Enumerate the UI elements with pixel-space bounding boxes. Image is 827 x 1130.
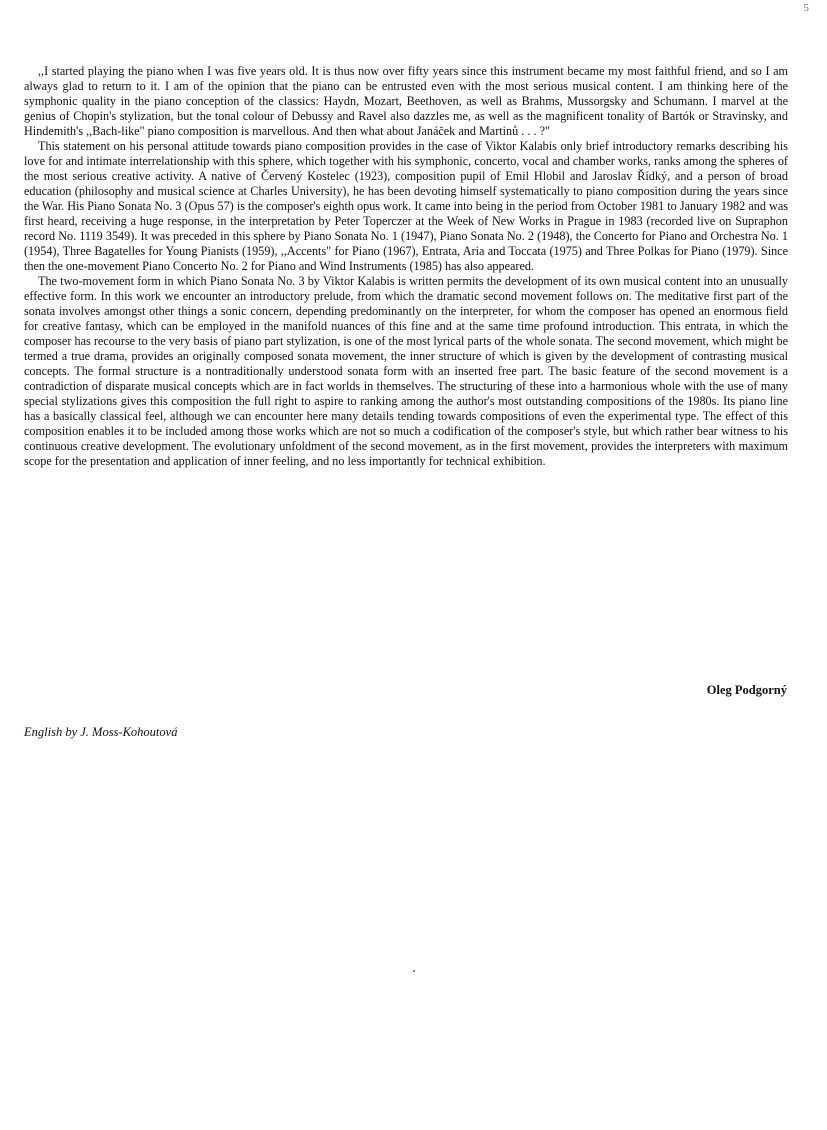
paragraph-sonata-analysis: The two-movement form in which Piano Sonata No. 3 by Viktor Kalabis is written permits the development of its own musical content into an unusually effective form. In this work we encounter an introductory prelude, from which the dramatic second movement follows on. The meditative first part of the sonata involves amongst other things a sonic concern, depending predominantly on the interpreter, for whom the composer has opened an enormous field for creative fantasy, which can be employed in the manifold nuances of this fine and at the same time profound introduction. This entrata, in which the composer has recourse to the very basis of piano part stylization, is one of the most lyrical parts of the whole sonata. The second movement, which might be termed a true drama, provides an originally composed sonata movement, the inner structure of which is given by the development of contrasting musical concepts. The formal structure is a nontraditionally understood sonata form with an inserted free part. The basic feature of the second movement is a contradiction of disparate musical concepts which are in fact worlds in themselves. The structuring of these into a harmonious whole with the use of many special stylizations gives this composition the full right to aspire to ranking among the author's most outstanding compositions of the 1980s. Its piano line has a basically classical feel, although we can encounter here many details tending towards compositions of even the experimental type. The effect of this composition enables it to be included among those works which are not so much a codification of the composer's style, but which rather bear witness to his continuous creative development. The evolutionary unfoldment of the second movement, as in the first movement, provides the interpreters with maximum scope for the presentation and application of inner feeling, and no less importantly for technical exhibition. (24, 274, 788, 468)
paragraph-biography: This statement on his personal attitude towards piano composition provides in the case of Viktor Kalabis only brief introductory remarks describing his love for and intimate interrelationship with this sphere, which together with his symphonic, concerto, vocal and chamber works, ranks among the spheres of the most serious creative activity. A native of Červený Kostelec (1923), composition pupil of Emil Hlobil and Jaroslav Řídký, and a person of broad education (philosophy and musical science at Charles University), he has been devoting himself systematically to piano composition during the years since the War. His Piano Sonata No. 3 (Opus 57) is the composer's eighth opus work. It came into being in the period from October 1981 to January 1982 and was first heard, receiving a huge response, in the interpretation by Peter Toperczer at the Week of New Works in Prague in 1983 (recorded live on Supraphon record No. 1119 3549). It was preceded in this sphere by Piano Sonata No. 1 (1947), Piano Sonata No. 2 (1948), the Concerto for Piano and Orchestra No. 1 (1954), Three Bagatelles for Young Pianists (1959), ,,Accents" for Piano (1967), Entrata, Aria and Toccata (1975) and Three Polkas for Piano (1979). Since then the one-movement Piano Concerto No. 2 for Piano and Wind Instruments (1985) has also appeared. (24, 139, 788, 273)
paragraph-quote: ,,I started playing the piano when I was five years old. It is thus now over fifty years since this instrument became my most faithful friend, and so I am always glad to return to it. I am of the opinion that the piano can be entrusted even with the most serious musical content. I am thinking here of the symphonic quality in the piano conception of the classics: Haydn, Mozart, Beethoven, as well as Brahms, Mussorgsky and Schumann. I marvel at the genius of Chopin's stylization, but the tonal colour of Debussy and Ravel also dazzles me, as well as the magnificent tonality of Bartók or Stravinsky, and Hindemith's ,,Bach-like" piano composition is marvellous. And then what about Janáček and Martinů . . . ?" (24, 64, 788, 138)
translator-credit: English by J. Moss-Kohoutová (24, 725, 178, 739)
author-signature: Oleg Podgorný (706, 683, 787, 697)
article-body (24, 64, 788, 469)
scan-speck (413, 970, 415, 972)
page-number: 5 (803, 2, 809, 14)
